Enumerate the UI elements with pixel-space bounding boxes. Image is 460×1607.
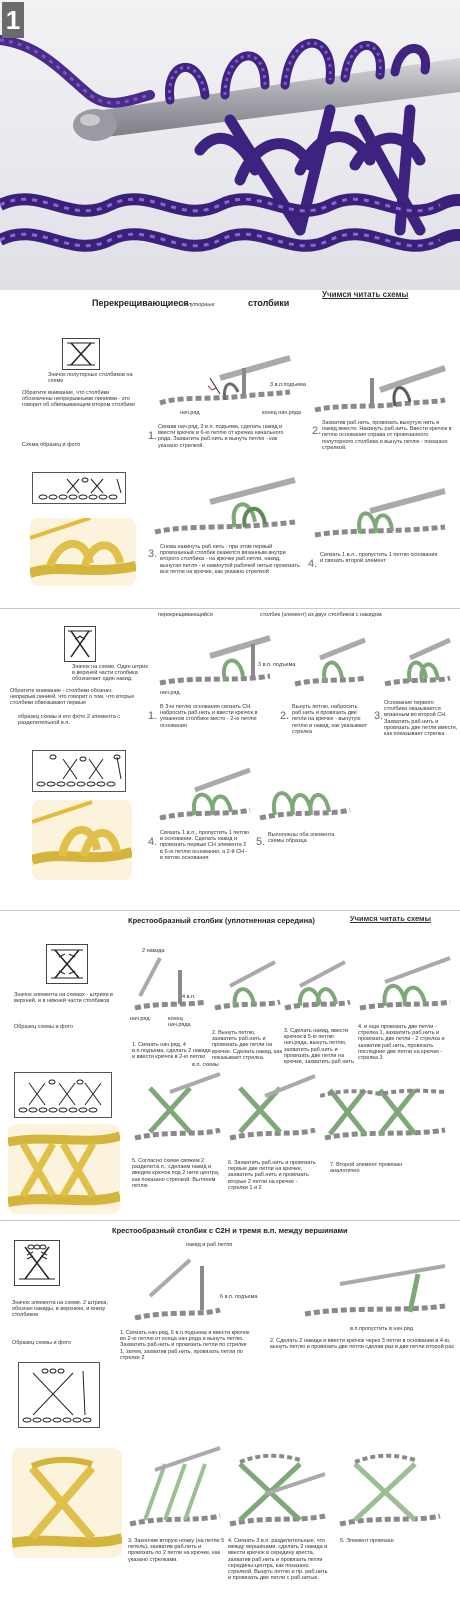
s2-step3-diagram bbox=[380, 632, 455, 692]
s2-step1-diagram bbox=[155, 628, 275, 693]
label-row-end: конец нач.ряда bbox=[168, 1016, 191, 1029]
label-start-row: нач.ряд bbox=[130, 1016, 150, 1022]
sample-photo-yellow-1 bbox=[30, 518, 136, 586]
label-4vp: 4 в.п. bbox=[182, 994, 196, 1000]
s4-step5-diagram bbox=[335, 1444, 445, 1534]
step-number: 5. bbox=[256, 836, 266, 848]
s3-step2-diagram bbox=[210, 956, 285, 1016]
crossed-dc-symbol-icon bbox=[65, 627, 95, 661]
s4-step4-text: 4. Связать 3 в.п. разделительные, что между вершинами, сделать 2 накида и ввести крючок в середину креста, захватив раб.нить и провязать петли середины-центра, как показано стрелкой. Вынуть петлю и пр. раб.нить и провязать две петли с раб.нитью. bbox=[228, 1538, 328, 1582]
note-text: Обратите внимание - столбики обознач. непрерыв.линией, что говорит о том, что вторые столбики обвязывают первые bbox=[10, 688, 135, 707]
s4-step4-diagram bbox=[225, 1444, 330, 1534]
section-divider bbox=[0, 608, 460, 609]
label-yarnover-loop: накид и раб.петля bbox=[186, 1242, 233, 1248]
step-number: 4. bbox=[148, 836, 158, 848]
sample-label: Образец схемы и фото bbox=[12, 1340, 72, 1346]
sample-scheme3-symbols bbox=[15, 1073, 111, 1117]
symbol-crossed-dc bbox=[64, 626, 96, 662]
s4-step1-diagram bbox=[130, 1256, 225, 1326]
step-number: 3. bbox=[148, 548, 158, 560]
symbol-crossed-hdc bbox=[62, 338, 100, 370]
s4-step1-text: 1. Связать нач.ряд, 6 в.п.подъема и ввести крючок во 2-ю петлю от конца нач.ряда и вынуть петлю. Захватить раб.нить и провязать петли по стрелке 1, затем, захватив раб.нить, провязать петли по стрелке 2 bbox=[120, 1330, 250, 1361]
section-cross-stitch-c2h bbox=[0, 1222, 460, 1607]
s2-step4-text: Связать 1 в.п., пропустить 1 петлю в основании. Сделать накид и провязать первые СН элемента 2 в 6-ю петлю основания, а 2-й СН - в петлю основания bbox=[160, 830, 249, 861]
learn-read-schemes-link: Учимся читать схемы bbox=[322, 290, 409, 299]
s2-step5-diagram bbox=[255, 760, 355, 830]
step-number: 1. bbox=[148, 710, 158, 722]
symbol-cross-dense bbox=[46, 944, 88, 984]
s2-step5-text: Выполнены оба элемента схемы образца bbox=[268, 832, 335, 845]
sample-label: образец схемы и его фото 2 элемента с разделительной в.п. bbox=[18, 714, 121, 727]
yellow-swatch-illustration bbox=[30, 518, 136, 586]
step-number-badge: 1 bbox=[2, 2, 24, 38]
s2-step2-diagram bbox=[290, 632, 370, 692]
yellow-swatch3-illustration bbox=[8, 1124, 120, 1214]
s4-step2-diagram bbox=[300, 1262, 450, 1322]
cross-c2h-symbol-icon bbox=[15, 1241, 59, 1285]
s3-step1-diagram bbox=[130, 956, 210, 1016]
sample-scheme4-symbols bbox=[19, 1363, 99, 1427]
note-text: Обратите внимание, что столбики обозначены непрерывными линиями - это говорит об обвязывающем втором столбике bbox=[22, 390, 136, 409]
sample-label: Образец схемы и фото bbox=[14, 1024, 74, 1030]
step2-text: Захватив раб.нить, провязать вынутую нить и накид вместе. Накинуть раб.нить. Ввести крючок в петлю основания справа от провязанного полуторного столбика и вынуть петлю - показано стрелкой. bbox=[322, 420, 452, 451]
yellow-swatch2-illustration bbox=[32, 800, 132, 880]
s2-step3-text: Основание первого столбика оказывается вязанным во второй СН. Захватить раб.нить и провязать две петли вместе, как показывает стрелка bbox=[384, 700, 458, 738]
label-3vp: 3 в.п.подъема bbox=[270, 382, 306, 388]
symbol-caption: Значок элемента на схемах - штрихи в верхней, и в нижней части столбиков bbox=[14, 992, 113, 1005]
s3-step6-diagram bbox=[225, 1072, 320, 1147]
sample-photo-yellow-4 bbox=[12, 1448, 122, 1558]
step3-diagram bbox=[150, 472, 300, 542]
s4-step3-diagram bbox=[125, 1444, 225, 1534]
yellow-swatch4-illustration bbox=[12, 1448, 122, 1558]
s4-step3-text: 3. Закончив вторую ножку (на петле 5 петель), захватив раб.нить и провязать по 2 петли на крючке, как указано стрелками. bbox=[128, 1538, 225, 1563]
sample-photo-yellow-3 bbox=[8, 1124, 120, 1214]
step1-text: Связав нач.ряд, 3 в.п. подъема, сделать накид и ввести крючок в 6-ю петлю от крючка начального ряда. Захватить раб.нить и вынуть петлю - как указано стрелкой. bbox=[158, 424, 284, 449]
symbol-caption: Значок полуторных столбиков на схеме bbox=[48, 372, 133, 385]
symbol-cross-c2h bbox=[14, 1240, 60, 1286]
step3-text: Снова накинуть раб.нить - при этом первый провязанный столбик окажется вязанным внутри второго столбика - на крючке раб.петли, накид, вынутая петля - и накинутой рабочей нитью провязать все петли на крючке, как указано стрелкой bbox=[160, 544, 300, 575]
sample-photo-yellow-2 bbox=[32, 800, 132, 880]
step4-text: Связать 1 в.п., пропустить 1 петлю основания и связать второй элемент bbox=[320, 552, 438, 565]
s4-step2-text: 2. Сделать 2 накида и ввести крючок через 3 петли в основании в 4-ю, вынуть петлю и провязать две петли сделав раз в две петли второй раз bbox=[270, 1338, 454, 1351]
s3-step5-diagram bbox=[130, 1072, 225, 1147]
label-2-yarnovers: 2 накида bbox=[142, 948, 165, 954]
step2-diagram bbox=[310, 360, 450, 420]
section-crossed-dc-pair bbox=[0, 610, 460, 910]
crochet-photo-illustration bbox=[0, 0, 460, 290]
sample-scheme-3 bbox=[14, 1072, 112, 1118]
section1-header-left: Перекрещивающиеся bbox=[92, 298, 189, 308]
s3-step7-diagram bbox=[320, 1082, 450, 1147]
label-6vp: 6 в.п. подъема bbox=[220, 1294, 258, 1300]
step-number: 3. bbox=[374, 710, 384, 722]
s2-step2-text: Вынуть петлю, набросить раб.нить и провязать две петли на крючке - вынутую петлю и накид, как указывает стрелка bbox=[292, 704, 368, 735]
label-vp-skip: в.п.пропустить в нач.ряд bbox=[350, 1326, 413, 1332]
s3-step3-text: 3. Сделать накид, ввести крючок в 5-ю петлю нач.ряда, вынуть петлю, захватить раб.нить и провязать две петли на крючке, захватить раб нить bbox=[284, 1028, 354, 1066]
sample-scheme2-symbols bbox=[33, 751, 125, 791]
step4-diagram bbox=[310, 485, 450, 545]
step-number: 1. bbox=[148, 430, 158, 442]
sample-scheme-4 bbox=[18, 1362, 100, 1428]
section-divider bbox=[0, 910, 460, 911]
section1-header-mid: полуторные bbox=[182, 302, 215, 308]
crossed-stitch-symbol-icon bbox=[63, 339, 99, 369]
section2-header-right: столбик (элемент) из двух столбиков с накидом bbox=[260, 612, 382, 618]
s2-step4-diagram bbox=[155, 760, 255, 830]
symbol-caption: Значок на схеме. Один штрих в верхней части столбика обозначает один накид. bbox=[72, 664, 148, 683]
cross-dense-symbol-icon bbox=[47, 945, 87, 983]
s2-step1-text: В 3-ю петлю основания связать СН. набросить раб.нить и ввести крючок в уязанном столбике место - 2-ю петлю основания bbox=[160, 704, 258, 729]
section1-header-right: столбики bbox=[248, 298, 290, 308]
symbol-caption: Значок элемента на схеме. 2 штриха, обознач накиды, в верхнюю, и внизу столбиков bbox=[12, 1300, 108, 1319]
sample-scheme-1 bbox=[32, 472, 126, 504]
s4-step5-text: 5. Элемент провязан bbox=[340, 1538, 394, 1544]
s3-step1-text: 1. Связать нач.ряд, 4 в.п.подъема, сделать 2 накида и ввести крючок в 2-ю петлю bbox=[132, 1042, 211, 1061]
step-number: 2. bbox=[280, 710, 290, 722]
s3-step3-diagram bbox=[280, 956, 355, 1016]
section4-title: Крестообразный столбик с С2Н и тремя в.п. между вершинами bbox=[112, 1226, 348, 1235]
section-divider bbox=[0, 1220, 460, 1221]
section2-header-left: перекрещивающийся bbox=[158, 612, 213, 618]
yarn-hook-photo bbox=[0, 0, 460, 290]
label-vp-scheme: в.п. схемы bbox=[192, 1062, 219, 1068]
section3-title: Крестообразный столбик (уплотненная середина) bbox=[128, 916, 315, 925]
label-row-end: конец нач.ряда bbox=[262, 410, 301, 416]
sample-scheme-2 bbox=[32, 750, 126, 792]
section-cross-stitch-dense bbox=[0, 912, 460, 1212]
step-number: 2. bbox=[312, 425, 322, 437]
s3-step5-text: 5. Согласно схеме свяжем 2 разделит.в.п., сделаем накид и введем крючок под 2 нити центра, как показано стрелкой. Вытянем петлю bbox=[132, 1158, 220, 1189]
section-crossed-half-double bbox=[0, 290, 460, 608]
label-3vp: 3 в.п. подъема bbox=[258, 662, 296, 668]
s3-step2-text: 2. Вынуть петлю, захватить раб.нить и провязать две петли на крючке. Сделать накид, как показывает стрелка. bbox=[212, 1030, 282, 1061]
label-start-row: нач.ряд bbox=[180, 410, 200, 416]
step-number: 4. bbox=[308, 558, 318, 570]
learn-read-schemes-link: Учимся читать схемы bbox=[350, 914, 431, 923]
label-start-row: нач.ряд bbox=[160, 690, 180, 696]
sample-scheme-symbols bbox=[33, 473, 125, 503]
s3-step4-diagram bbox=[355, 952, 455, 1016]
s3-step7-text: 7. Второй элемент провязан аналогично bbox=[330, 1162, 403, 1175]
s3-step4-text: 4. и еще провязать две петли - стрелка 1, захватить раб.нить и провязать две петли - 2 стрелка и захватив раб.нить, провязать последние две петли на крючке - стрелка 3 bbox=[358, 1024, 445, 1062]
sample-label: Схема образец и фото bbox=[22, 442, 81, 448]
s3-step6-text: 6. Захватить раб.нить и провязать первые две петли на крючке, захватить раб.нить и провязать вторые 2 петли на крючке - стрелки 1 и 2 bbox=[228, 1160, 316, 1191]
